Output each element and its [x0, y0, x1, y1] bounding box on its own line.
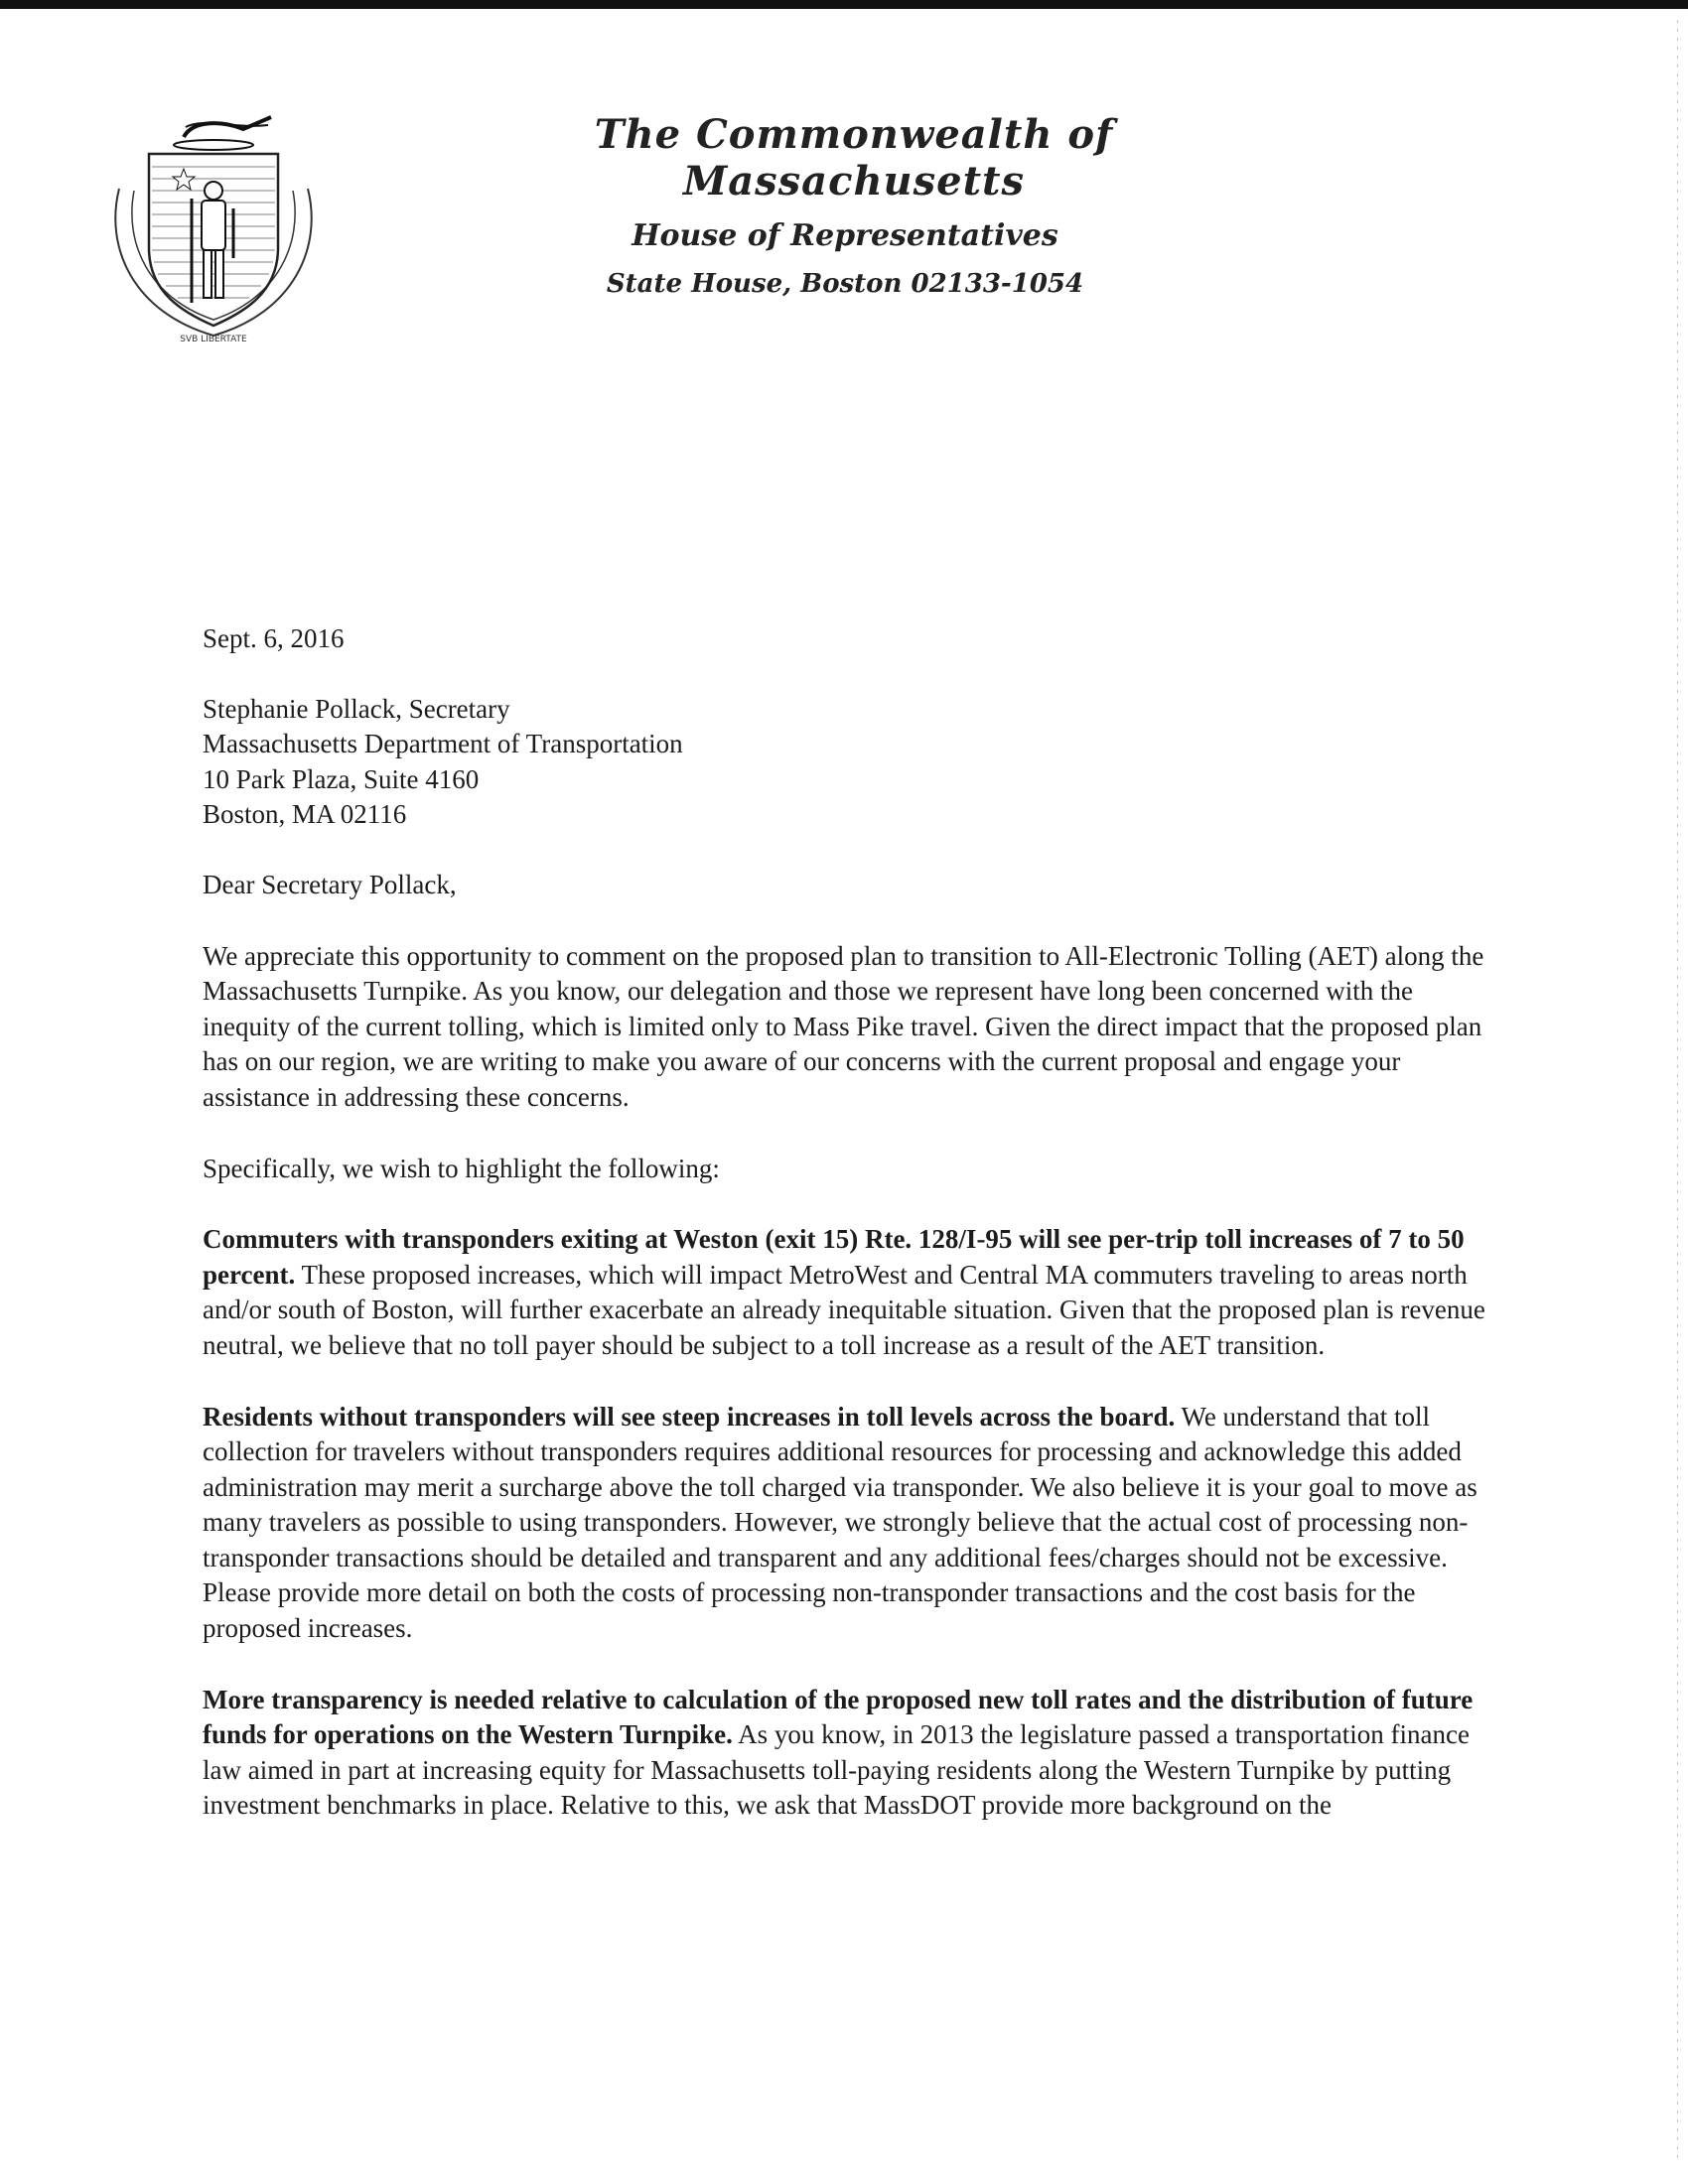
massachusetts-seal-icon: [94, 99, 333, 347]
highlight-intro: Specifically, we wish to highlight the following:: [203, 1153, 720, 1183]
recipient-name: Stephanie Pollack, Secretary: [203, 693, 510, 724]
intro-paragraph: We appreciate this opportunity to comment on the proposed plan to transition to All-Electronic Tolling (AET) along the Massachusetts Turnpike. As you know, our delegation and those we represent have long been concerned with the inequity of the current tolling, which is limited only to Mass Pike travel. Given the direct impact that the proposed plan has on our region, we are writing to make you aware of our concerns with the current proposal and engage your assistance in addressing these concerns.: [203, 940, 1484, 1112]
recipient-block: [203, 692, 1493, 833]
point-paragraph: [203, 1222, 1493, 1363]
recipient-city: Boston, MA 02116: [203, 799, 407, 830]
point-body: As you know, in 2013 the legislature passed a transportation finance law aimed in part at increasing equity for Massachusetts toll-paying residents along the Western Turnpike by putting investment benchmarks in place. Relative to this, we ask that MassDOT provide more background on the: [203, 1719, 1470, 1821]
point-body: These proposed increases, which will impact MetroWest and Central MA commuters traveling to areas north and/or south of Boston, will further exacerbate an already inequitable situation. Given that the proposed plan is revenue neutral, we believe that no toll payer should be subject to a toll increase as a result of the AET transition.: [203, 1259, 1485, 1360]
svg-text:SVB LIBERTATE: SVB LIBERTATE: [180, 335, 247, 344]
letter-body: [203, 621, 1493, 1824]
letterhead-address: State House, Boston 02133-1054: [606, 269, 1084, 299]
point-paragraph: [203, 1683, 1493, 1824]
letter-date: Sept. 6, 2016: [203, 623, 345, 653]
salutation: Dear Secretary Pollack,: [203, 869, 457, 899]
point-lead: More transparency is needed relative to calculation of the proposed new toll rates and the distribution of future funds for operations on the Western Turnpike.: [203, 1684, 1474, 1750]
scan-right-edge: [1677, 20, 1678, 2164]
point-paragraph: [203, 1400, 1493, 1647]
letterhead: [457, 111, 1251, 299]
point-lead: Residents without transponders will see steep increases in toll levels across the board.: [203, 1401, 1176, 1432]
letterhead-title: The Commonwealth of Massachusetts: [594, 111, 1114, 205]
point-lead: Commuters with transponders exiting at Weston (exit 15) Rte. 128/I-95 will see per-trip toll increases of 7 to 50 percent.: [203, 1224, 1465, 1290]
point-body: We understand that toll collection for travelers without transponders requires additional resources for processing and acknowledge this added administration may merit a surcharge above the toll charged via transponder. We also believe it is your goal to move as many travelers as possible to using transponders. However, we strongly believe that the actual cost of processing non-transponder transactions should be detailed and transparent and any additional fees/charges should not be excessive. Please provide more detail on both the costs of processing non-transponder transactions and the cost basis for the proposed increases.: [203, 1401, 1477, 1644]
recipient-organization: Massachusetts Department of Transportation: [203, 729, 683, 759]
letterhead-subtitle: House of Representatives: [632, 218, 1058, 253]
scan-top-border: [0, 0, 1688, 9]
recipient-street: 10 Park Plaza, Suite 4160: [203, 763, 480, 794]
